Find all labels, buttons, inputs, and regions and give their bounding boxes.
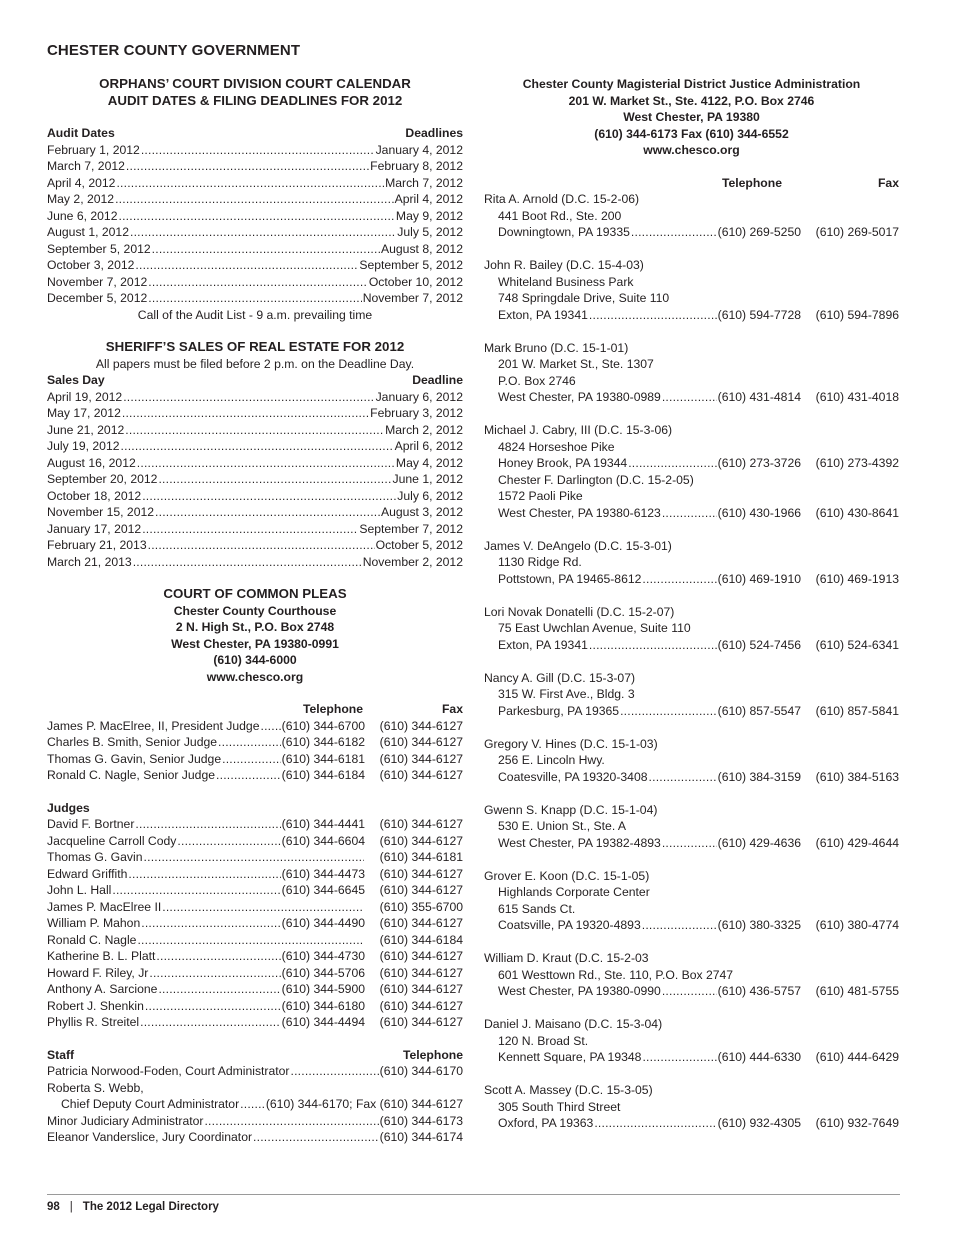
fax-number: (610) 344-6127 bbox=[379, 982, 463, 996]
justice-city: Exton, PA 19341 bbox=[498, 637, 588, 652]
justice-list bbox=[484, 191, 899, 1132]
sales-day-row bbox=[47, 405, 463, 422]
fax-number: (610) 344-6127 bbox=[379, 735, 463, 749]
sales-day-row bbox=[47, 521, 463, 538]
fax-number: (610) 344-6127 bbox=[379, 949, 463, 963]
sales-day-row bbox=[47, 471, 463, 488]
mdj-address-line: 201 W. Market St., Ste. 4122, P.O. Box 2746 bbox=[568, 93, 815, 108]
filing-deadline: February 8, 2012 bbox=[370, 159, 463, 173]
justice-entry bbox=[484, 538, 899, 588]
audit-date: October 3, 2012 bbox=[47, 258, 135, 272]
person-name: James P. MacElree II bbox=[47, 899, 162, 914]
justice-name: Grover E. Koon (D.C. 15-1-05) bbox=[484, 868, 650, 883]
judge-row bbox=[47, 915, 463, 932]
justice-contact-row bbox=[484, 1115, 899, 1132]
left-column bbox=[47, 76, 463, 1146]
telephone: (610) 524-7456 bbox=[717, 637, 801, 652]
page-header: CHESTER COUNTY GOVERNMENT bbox=[47, 42, 301, 59]
telephone: (610) 444-6330 bbox=[717, 1050, 801, 1064]
filing-deadline: January 4, 2012 bbox=[375, 142, 463, 157]
judge-row bbox=[47, 998, 463, 1015]
justice-city: Oxford, PA 19363 bbox=[498, 1116, 594, 1130]
filing-deadline: November 7, 2012 bbox=[362, 291, 463, 305]
justice-name: John R. Bailey (D.C. 15-4-03) bbox=[484, 258, 644, 272]
audit-date-row bbox=[47, 241, 463, 258]
justice-entry bbox=[484, 472, 899, 522]
justice-name: Rita A. Arnold (D.C. 15-2-06) bbox=[484, 192, 640, 206]
sales-deadline: September 7, 2012 bbox=[359, 521, 463, 536]
telephone: (610) 269-5250 bbox=[717, 225, 801, 239]
justice-contact-row bbox=[484, 1049, 899, 1066]
fax-number: (610) 594-7896 bbox=[815, 307, 899, 322]
fax-number: (610) 344-6127 bbox=[379, 817, 463, 831]
staff-header-row bbox=[47, 1047, 463, 1064]
sales-day-row bbox=[47, 537, 463, 554]
justice-address-line: 748 Springdale Drive, Suite 110 bbox=[498, 291, 670, 305]
person-name: David F. Bortner bbox=[47, 817, 135, 831]
telephone: (610) 857-5547 bbox=[717, 703, 801, 718]
justice-name: James V. DeAngelo (D.C. 15-3-01) bbox=[484, 538, 672, 553]
officer-row bbox=[47, 718, 463, 735]
fax-number: (610) 430-8641 bbox=[815, 505, 899, 520]
justice-contact-row bbox=[484, 455, 899, 472]
justice-address-line: 256 E. Lincoln Hwy. bbox=[498, 753, 605, 767]
filing-deadline: August 8, 2012 bbox=[381, 241, 463, 256]
fax-number: (610) 384-5163 bbox=[815, 769, 899, 784]
telephone: (610) 273-3726 bbox=[717, 456, 801, 470]
sheriff-note: All papers must be filed before 2 p.m. on the Deadline Day. bbox=[95, 356, 415, 371]
person-name: Charles B. Smith, Senior Judge bbox=[47, 735, 218, 749]
audit-date: August 1, 2012 bbox=[47, 225, 129, 239]
telephone: (610) 344-5900 bbox=[281, 982, 365, 996]
person-name: Howard F. Riley, Jr bbox=[47, 965, 149, 980]
audit-date: March 7, 2012 bbox=[47, 159, 125, 173]
justice-address-line: P.O. Box 2746 bbox=[498, 373, 576, 388]
fax-number: (610) 344-6127 bbox=[379, 965, 463, 980]
justice-address-line: Highlands Corporate Center bbox=[498, 885, 650, 899]
justice-entry bbox=[484, 1016, 899, 1066]
justice-address-line: 75 East Uwchlan Avenue, Suite 110 bbox=[498, 621, 691, 635]
sales-deadline: March 2, 2012 bbox=[385, 422, 463, 437]
justice-contact-row bbox=[484, 703, 899, 720]
staff-name: Eleanor Vanderslice, Jury Coordinator bbox=[47, 1130, 253, 1144]
sales-deadline: October 5, 2012 bbox=[375, 538, 463, 552]
mdj-website: www.chesco.org bbox=[643, 143, 740, 157]
fax-number: (610) 344-6184 bbox=[379, 932, 463, 947]
person-name: Thomas G. Gavin bbox=[47, 850, 143, 864]
pleas-col-fax: Fax bbox=[441, 702, 463, 716]
pleas-header-row bbox=[47, 701, 463, 718]
telephone: (610) 594-7728 bbox=[717, 307, 801, 322]
justice-entry bbox=[484, 191, 899, 241]
justice-address-line: 201 W. Market St., Ste. 1307 bbox=[498, 357, 654, 371]
audit-date: June 6, 2012 bbox=[47, 208, 118, 223]
judge-row bbox=[47, 849, 463, 866]
person-name: Thomas G. Gavin, Senior Judge bbox=[47, 751, 222, 766]
telephone: (610) 344-5706 bbox=[281, 965, 365, 980]
person-name: James P. MacElree, II, President Judge bbox=[47, 718, 260, 733]
justice-address-line: 441 Boot Rd., Ste. 200 bbox=[498, 208, 622, 223]
fax-number: (610) 269-5017 bbox=[815, 225, 899, 239]
fax-number: (610) 469-1913 bbox=[815, 571, 899, 586]
justice-entry bbox=[484, 604, 899, 654]
telephone: (610) 436-5757 bbox=[717, 984, 801, 998]
telephone: (610) 469-1910 bbox=[717, 571, 801, 586]
justice-contact-row bbox=[484, 637, 899, 654]
audit-date-row bbox=[47, 158, 463, 175]
person-name: Edward Griffith bbox=[47, 866, 128, 881]
mdj-header-row bbox=[484, 175, 899, 192]
sales-day: May 17, 2012 bbox=[47, 406, 121, 420]
sales-day-row bbox=[47, 455, 463, 472]
audit-date-row bbox=[47, 290, 463, 307]
pleas-title: COURT OF COMMON PLEAS bbox=[163, 586, 347, 601]
justice-contact-row bbox=[484, 389, 899, 406]
judge-row bbox=[47, 882, 463, 899]
judge-row bbox=[47, 981, 463, 998]
sales-day: March 21, 2013 bbox=[47, 554, 132, 569]
telephone: (610) 429-4636 bbox=[717, 835, 801, 850]
fax-number: (610) 344-6127 bbox=[379, 866, 463, 881]
justice-name: Gregory V. Hines (D.C. 15-1-03) bbox=[484, 736, 658, 751]
fax-number: (610) 932-7649 bbox=[815, 1116, 899, 1130]
filing-deadline: May 9, 2012 bbox=[395, 208, 463, 223]
justice-contact-row bbox=[484, 835, 899, 852]
audit-date-row bbox=[47, 191, 463, 208]
person-name: Robert J. Shenkin bbox=[47, 998, 144, 1013]
telephone: (610) 431-4814 bbox=[717, 390, 801, 404]
justice-contact-row bbox=[484, 571, 899, 588]
justice-city: West Chester, PA 19382-4893 bbox=[498, 835, 661, 850]
staff-telephone: (610) 344-6170; Fax (610) 344-6127 bbox=[265, 1097, 463, 1111]
justice-entry bbox=[484, 670, 899, 720]
mdj-address-line: West Chester, PA 19380 bbox=[623, 110, 760, 124]
fax-number: (610) 344-6127 bbox=[379, 998, 463, 1013]
fax-number: (610) 481-5755 bbox=[815, 984, 899, 998]
staff-telephone: (610) 344-6170 bbox=[379, 1064, 463, 1078]
judge-list bbox=[47, 816, 463, 1031]
sales-deadline: August 3, 2012 bbox=[381, 505, 463, 519]
filing-deadline: April 4, 2012 bbox=[394, 192, 463, 206]
sales-day: September 20, 2012 bbox=[47, 472, 158, 486]
justice-contact-row bbox=[484, 505, 899, 522]
filing-deadline: July 5, 2012 bbox=[397, 225, 463, 239]
audit-date: September 5, 2012 bbox=[47, 241, 151, 256]
justice-entry bbox=[484, 1082, 899, 1132]
judge-row bbox=[47, 833, 463, 850]
pleas-col-telephone: Telephone bbox=[302, 702, 363, 716]
footer-rule bbox=[47, 1194, 900, 1195]
person-name: Ronald C. Nagle, Senior Judge bbox=[47, 768, 216, 782]
fax-number: (610) 431-4018 bbox=[815, 390, 899, 404]
justice-name: Gwenn S. Knapp (D.C. 15-1-04) bbox=[484, 802, 658, 817]
justice-name: Lori Novak Donatelli (D.C. 15-2-07) bbox=[484, 604, 675, 619]
sales-day-row bbox=[47, 422, 463, 439]
officer-row bbox=[47, 767, 463, 784]
fax-number: (610) 344-6127 bbox=[379, 1015, 463, 1029]
fax-number: (610) 344-6127 bbox=[379, 768, 463, 782]
justice-address-line: Whiteland Business Park bbox=[498, 274, 634, 289]
sales-day: July 19, 2012 bbox=[47, 439, 120, 453]
sales-day: April 19, 2012 bbox=[47, 389, 123, 404]
orphans-col-audit: Audit Dates bbox=[47, 126, 115, 140]
telephone: (610) 384-3159 bbox=[717, 769, 801, 784]
justice-name: Nancy A. Gill (D.C. 15-3-07) bbox=[484, 670, 636, 685]
officer-row bbox=[47, 734, 463, 751]
person-name: Phyllis R. Streitel bbox=[47, 1015, 140, 1029]
justice-entry bbox=[484, 868, 899, 934]
justice-entry bbox=[484, 950, 899, 1000]
justice-name: Michael J. Cabry, III (D.C. 15-3-06) bbox=[484, 423, 673, 437]
judge-row bbox=[47, 1014, 463, 1031]
justice-address-line: 1572 Paoli Pike bbox=[498, 489, 583, 503]
audit-date-row bbox=[47, 224, 463, 241]
sales-day-row bbox=[47, 438, 463, 455]
staff-name: Patricia Norwood-Foden, Court Administrator bbox=[47, 1064, 290, 1078]
person-name: Katherine B. L. Platt bbox=[47, 949, 156, 963]
telephone: (610) 344-6182 bbox=[281, 735, 365, 749]
justice-city: Exton, PA 19341 bbox=[498, 307, 588, 322]
orphans-title-line1: ORPHANS’ COURT DIVISION COURT CALENDAR bbox=[99, 76, 411, 91]
sales-day-row bbox=[47, 554, 463, 571]
justice-name: Daniel J. Maisano (D.C. 15-3-04) bbox=[484, 1017, 663, 1031]
justice-address-line: 120 N. Broad St. bbox=[498, 1033, 589, 1048]
sales-day-row bbox=[47, 389, 463, 406]
judge-row bbox=[47, 816, 463, 833]
telephone: (610) 344-6645 bbox=[281, 883, 365, 897]
justice-address-line: 1130 Ridge Rd. bbox=[498, 555, 582, 569]
fax-number: (610) 344-6127 bbox=[379, 883, 463, 897]
sales-day: November 15, 2012 bbox=[47, 505, 155, 519]
page-number: 98 bbox=[47, 1201, 60, 1213]
sales-day-row bbox=[47, 488, 463, 505]
justice-entry bbox=[484, 340, 899, 406]
sales-deadline: June 1, 2012 bbox=[392, 472, 463, 486]
justice-name: Mark Bruno (D.C. 15-1-01) bbox=[484, 340, 629, 355]
justice-city: Coatsville, PA 19320-4893 bbox=[498, 918, 641, 932]
justice-city: Parkesburg, PA 19365 bbox=[498, 703, 620, 718]
orphans-title-line2: AUDIT DATES & FILING DEADLINES FOR 2012 bbox=[107, 92, 403, 108]
justice-city: Downingtown, PA 19335 bbox=[498, 225, 630, 239]
audit-date-row bbox=[47, 257, 463, 274]
justice-address-line: 530 E. Union St., Ste. A bbox=[498, 819, 627, 833]
person-name: Ronald C. Nagle bbox=[47, 932, 137, 947]
sales-day-row bbox=[47, 504, 463, 521]
audit-date: February 1, 2012 bbox=[47, 142, 140, 157]
justice-entry bbox=[484, 422, 899, 472]
judge-row bbox=[47, 948, 463, 965]
telephone: (610) 344-6180 bbox=[281, 998, 365, 1013]
staff-label: Staff bbox=[47, 1047, 75, 1062]
fax-number: (610) 273-4392 bbox=[815, 456, 899, 470]
orphans-note: Call of the Audit List - 9 a.m. prevailing time bbox=[137, 307, 373, 322]
footer-separator: | bbox=[69, 1201, 73, 1213]
orphans-list bbox=[47, 142, 463, 307]
fax-number: (610) 344-6127 bbox=[379, 833, 463, 848]
sheriff-header-row bbox=[47, 372, 463, 389]
judge-row bbox=[47, 932, 463, 949]
justice-name: Scott A. Massey (D.C. 15-3-05) bbox=[484, 1083, 653, 1097]
audit-date-row bbox=[47, 142, 463, 159]
justice-contact-row bbox=[484, 224, 899, 241]
sheriff-col-deadline: Deadline bbox=[412, 373, 463, 387]
audit-date-row bbox=[47, 274, 463, 291]
judge-row bbox=[47, 965, 463, 982]
staff-telephone: (610) 344-6174 bbox=[379, 1130, 463, 1144]
justice-address-line: 315 W. First Ave., Bldg. 3 bbox=[498, 687, 635, 701]
sales-deadline: April 6, 2012 bbox=[394, 439, 463, 453]
telephone: (610) 344-6604 bbox=[281, 833, 365, 848]
justice-entry bbox=[484, 802, 899, 852]
telephone: (610) 344-6181 bbox=[281, 751, 365, 766]
filing-deadline: September 5, 2012 bbox=[359, 258, 463, 272]
justice-contact-row bbox=[484, 917, 899, 934]
pleas-website: www.chesco.org bbox=[206, 669, 304, 684]
pleas-phone: (610) 344-6000 bbox=[213, 653, 297, 667]
justice-name: Chester F. Darlington (D.C. 15-2-05) bbox=[498, 472, 694, 487]
telephone: (610) 344-6184 bbox=[281, 768, 365, 782]
judges-label: Judges bbox=[47, 800, 90, 815]
audit-date-row bbox=[47, 175, 463, 192]
telephone: (610) 344-4730 bbox=[281, 949, 365, 963]
staff-telephone: (610) 344-6173 bbox=[379, 1113, 463, 1128]
fax-number: (610) 344-6127 bbox=[379, 916, 463, 930]
mdj-title: Chester County Magisterial District Justice Administration bbox=[522, 77, 861, 91]
person-name: William P. Mahon bbox=[47, 916, 141, 930]
justice-contact-row bbox=[484, 769, 899, 786]
orphans-header-row bbox=[47, 125, 463, 142]
officer-list bbox=[47, 718, 463, 784]
fax-number: (610) 444-6429 bbox=[815, 1050, 899, 1064]
fax-number: (610) 344-6127 bbox=[379, 751, 463, 766]
sales-deadline: July 6, 2012 bbox=[397, 488, 463, 503]
orphans-col-deadlines: Deadlines bbox=[405, 126, 463, 140]
telephone: (610) 344-4490 bbox=[281, 916, 365, 930]
sales-deadline: November 2, 2012 bbox=[362, 554, 463, 569]
justice-city: West Chester, PA 19380-6123 bbox=[498, 505, 661, 520]
sheriff-col-sales: Sales Day bbox=[47, 373, 105, 387]
filing-deadline: October 10, 2012 bbox=[368, 274, 463, 289]
person-name: Anthony A. Sarcione bbox=[47, 982, 158, 996]
footer bbox=[47, 1201, 219, 1213]
fax-number: (610) 524-6341 bbox=[815, 637, 899, 652]
justice-city: West Chester, PA 19380-0990 bbox=[498, 984, 661, 998]
justice-name: William D. Kraut (D.C. 15-2-03 bbox=[484, 951, 649, 965]
audit-date: November 7, 2012 bbox=[47, 274, 148, 289]
justice-address-line: 615 Sands Ct. bbox=[498, 901, 576, 916]
justice-city: West Chester, PA 19380-0989 bbox=[498, 390, 661, 404]
mdj-col-fax: Fax bbox=[877, 175, 899, 190]
fax-number: (610) 344-6127 bbox=[379, 718, 463, 733]
sheriff-title: SHERIFF’S SALES OF REAL ESTATE FOR 2012 bbox=[105, 339, 405, 354]
telephone: (610) 430-1966 bbox=[717, 505, 801, 520]
footer-title: The 2012 Legal Directory bbox=[82, 1201, 219, 1213]
pleas-address-line: 2 N. High St., P.O. Box 2748 bbox=[175, 620, 335, 634]
telephone: (610) 344-4494 bbox=[281, 1015, 365, 1029]
mdj-col-telephone: Telephone bbox=[721, 175, 782, 190]
pleas-address-line: West Chester, PA 19380-0991 bbox=[171, 636, 339, 651]
sales-day: October 18, 2012 bbox=[47, 488, 142, 503]
telephone: (610) 344-4473 bbox=[281, 866, 365, 881]
staff-row bbox=[47, 1129, 463, 1146]
sales-day: January 17, 2012 bbox=[47, 521, 142, 536]
staff-name: Minor Judiciary Administrator bbox=[47, 1113, 204, 1128]
staff-row bbox=[47, 1063, 463, 1080]
justice-contact-row bbox=[484, 983, 899, 1000]
staff-col-telephone: Telephone bbox=[402, 1047, 463, 1062]
justice-address-line: 4824 Horseshoe Pike bbox=[498, 439, 615, 454]
person-name: Jacqueline Carroll Cody bbox=[47, 833, 177, 848]
audit-date-row bbox=[47, 208, 463, 225]
justice-contact-row bbox=[484, 307, 899, 324]
justice-city: Pottstown, PA 19465-8612 bbox=[498, 571, 642, 586]
justice-address-line: 601 Westtown Rd., Ste. 110, P.O. Box 2747 bbox=[498, 967, 734, 982]
staff-row bbox=[47, 1113, 463, 1130]
sales-day: August 16, 2012 bbox=[47, 455, 136, 470]
staff-role: Chief Deputy Court Administrator bbox=[61, 1097, 240, 1111]
filing-deadline: March 7, 2012 bbox=[385, 175, 463, 190]
fax-number: (610) 429-4644 bbox=[815, 835, 899, 850]
telephone: (610) 344-6700 bbox=[281, 718, 365, 733]
staff-row bbox=[47, 1096, 463, 1113]
justice-city: Honey Brook, PA 19344 bbox=[498, 456, 628, 470]
telephone: (610) 380-3325 bbox=[717, 918, 801, 932]
justice-address-line: 305 South Third Street bbox=[498, 1099, 621, 1114]
fax-number: (610) 380-4774 bbox=[815, 918, 899, 932]
telephone: (610) 932-4305 bbox=[717, 1116, 801, 1130]
judge-row bbox=[47, 899, 463, 916]
sheriff-list bbox=[47, 389, 463, 571]
sales-deadline: February 3, 2012 bbox=[370, 406, 463, 420]
justice-city: Kennett Square, PA 19348 bbox=[498, 1050, 642, 1064]
audit-date: December 5, 2012 bbox=[47, 291, 148, 305]
fax-number: (610) 857-5841 bbox=[815, 703, 899, 718]
sales-deadline: January 6, 2012 bbox=[375, 389, 463, 404]
justice-group bbox=[484, 422, 899, 521]
telephone: (610) 344-4441 bbox=[281, 817, 365, 831]
person-name: John L. Hall bbox=[47, 883, 112, 897]
sales-day: June 21, 2012 bbox=[47, 422, 125, 437]
staff-name: Roberta S. Webb, bbox=[47, 1080, 144, 1095]
sales-day: February 21, 2013 bbox=[47, 538, 147, 552]
judge-row bbox=[47, 866, 463, 883]
fax-number: (610) 355-6700 bbox=[379, 899, 463, 914]
pleas-address-line: Chester County Courthouse bbox=[173, 603, 337, 618]
audit-date: May 2, 2012 bbox=[47, 192, 115, 206]
audit-date: April 4, 2012 bbox=[47, 175, 116, 190]
sales-deadline: May 4, 2012 bbox=[395, 455, 463, 470]
fax-number: (610) 344-6181 bbox=[379, 850, 463, 864]
justice-entry bbox=[484, 736, 899, 786]
justice-city: Coatesville, PA 19320-3408 bbox=[498, 769, 648, 784]
right-column bbox=[484, 76, 899, 1148]
mdj-phone: (610) 344-6173 Fax (610) 344-6552 bbox=[594, 126, 789, 141]
justice-entry bbox=[484, 257, 899, 323]
officer-row bbox=[47, 751, 463, 768]
